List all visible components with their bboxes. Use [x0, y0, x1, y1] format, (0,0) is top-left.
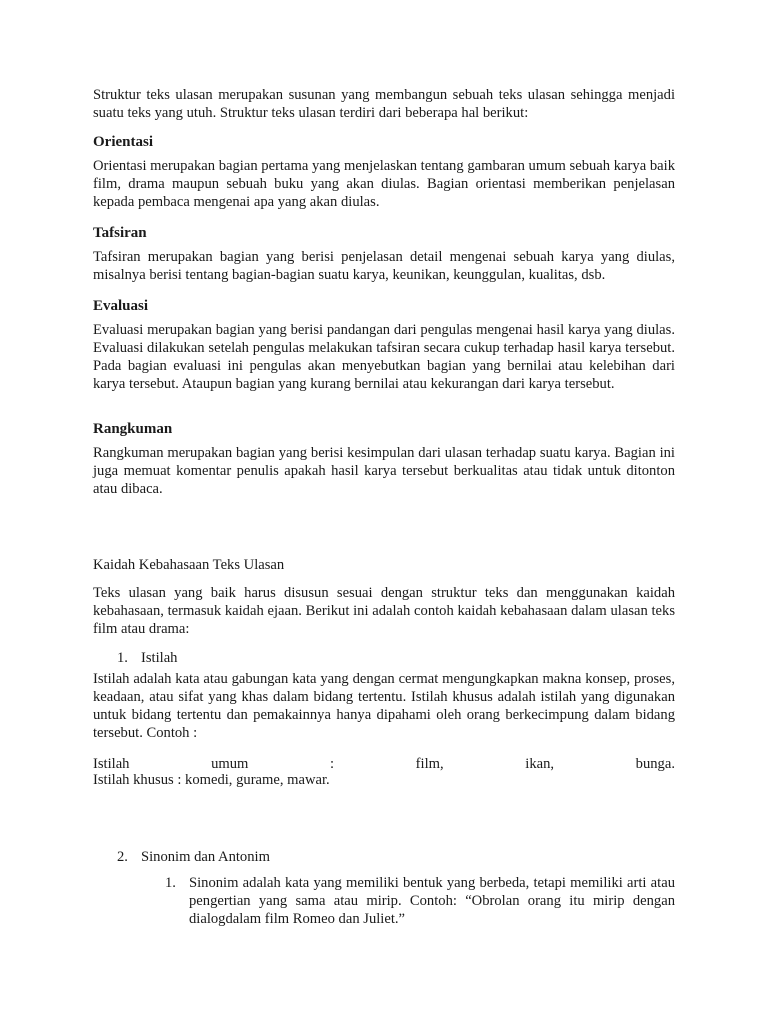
list-number-1: 1.	[117, 650, 128, 666]
paragraph-sinonim: Sinonim adalah kata yang memiliki bentuk yang berbeda, tetapi memiliki arti atau pengertian yang sama atau mirip. Contoh: “Obrolan orang itu mirip dengan dialogdalam film Romeo dan Juliet.”	[189, 875, 675, 927]
list-number-2: 2.	[117, 849, 128, 865]
heading-orientasi: Orientasi	[93, 134, 153, 150]
istilah-umum-word-1: Istilah	[93, 756, 130, 772]
istilah-umum-example-1: film,	[415, 756, 444, 772]
istilah-umum-word-2: umum	[211, 756, 249, 772]
istilah-khusus-line: Istilah khusus : komedi, gurame, mawar.	[93, 772, 330, 788]
sublist-number-1: 1.	[165, 875, 176, 891]
paragraph-rangkuman: Rangkuman merupakan bagian yang berisi kesimpulan dari ulasan terhadap suatu karya. Bagian ini juga memuat komentar penulis apakah hasil karya tersebut berkualitas atau tidak untuk ditonton atau dibaca.	[93, 445, 675, 497]
paragraph-orientasi: Orientasi merupakan bagian pertama yang menjelaskan tentang gambaran umum sebuah karya baik film, drama maupun sebuah buku yang akan diulas. Bagian orientasi memberikan penjelasan kepada pembaca mengenai apa yang akan diulas.	[93, 158, 675, 210]
heading-tafsiran: Tafsiran	[93, 225, 147, 241]
heading-rangkuman: Rangkuman	[93, 421, 173, 437]
paragraph-tafsiran: Tafsiran merupakan bagian yang berisi penjelasan detail mengenai sebuah karya yang diulas, misalnya berisi tentang bagian-bagian suatu karya, keunikan, keunggulan, kualitas, dsb.	[93, 249, 675, 283]
intro-paragraph: Struktur teks ulasan merupakan susunan yang membangun sebuah teks ulasan sehingga menjadi suatu teks yang utuh. Struktur teks ulasan terdiri dari beberapa hal berikut:	[93, 87, 675, 121]
kaidah-intro-paragraph: Teks ulasan yang baik harus disusun sesuai dengan struktur teks dan menggunakan kaidah kebahasaan, termasuk kaidah ejaan. Berikut ini adalah contoh kaidah kebahasaan dalam ulasan teks film atau drama:	[93, 585, 675, 637]
istilah-umum-colon: :	[330, 756, 335, 772]
istilah-umum-example-2: ikan,	[525, 756, 555, 772]
paragraph-evaluasi: Evaluasi merupakan bagian yang berisi pandangan dari pengulas mengenai hasil karya yang diulas. Evaluasi dilakukan setelah pengulas melakukan tafsiran secara cukup terhadap hasil karya tersebut. Pada bagian evaluasi ini pengulas akan menyebutkan bagian yang bernilai atau kelebihan dari karya tersebut. Ataupun bagian yang kurang bernilai atau kekurangan dari karya tersebut.	[93, 322, 675, 392]
list-label-sinonim-antonim: Sinonim dan Antonim	[141, 849, 270, 865]
paragraph-istilah: Istilah adalah kata atau gabungan kata yang dengan cermat mengungkapkan makna konsep, proses, keadaan, atau sifat yang khas dalam bidang tertentu. Istilah khusus adalah istilah yang digunakan untuk bidang tertentu dan pemakainnya hanya dipahami oleh orang berkecimpung dalam bidang tersebut. Contoh :	[93, 671, 675, 741]
list-label-istilah: Istilah	[141, 650, 178, 666]
heading-evaluasi: Evaluasi	[93, 298, 149, 314]
kaidah-title: Kaidah Kebahasaan Teks Ulasan	[93, 557, 285, 573]
istilah-umum-example-3: bunga.	[635, 756, 675, 772]
